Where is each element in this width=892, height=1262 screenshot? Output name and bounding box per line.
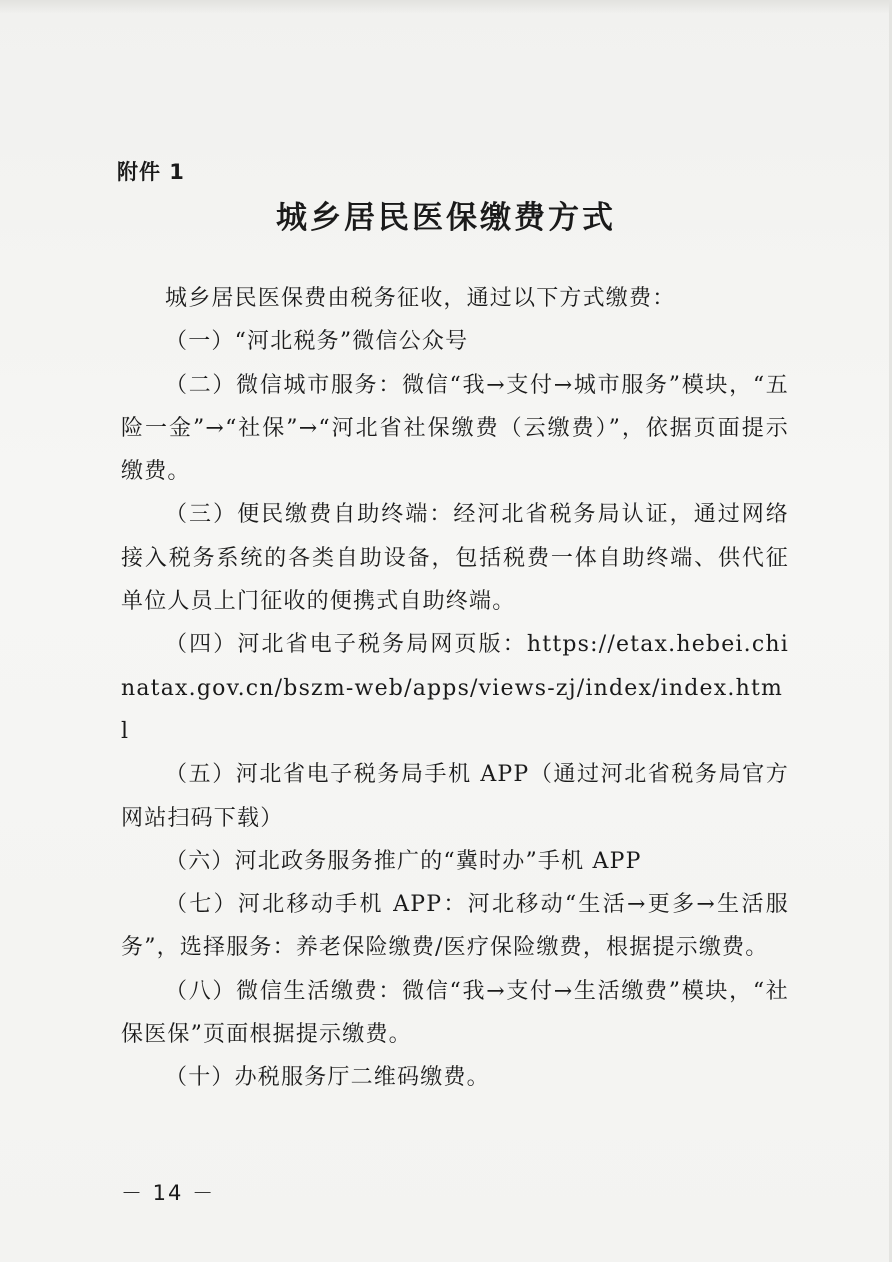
method-item-5: （五）河北省电子税务局手机 APP（通过河北省税务局官方网站扫码下载） [121,762,789,831]
method-item-1: （一）“河北税务”微信公众号 [165,329,469,355]
document-title: 城乡居民医保缴费方式 [276,200,616,236]
method-item-6: （六）河北政务服务推广的“冀时办”手机 APP [165,848,642,874]
method-item-4: （四）河北省电子税务局网页版：https://etax.hebei.chinatax.gov.cn/bszm-web/apps/views-zj/index/index.html [121,632,789,744]
page-number: － 14 － [121,1181,216,1205]
method-item-10: （十）办税服务厅二维码缴费。 [165,1065,490,1091]
method-item-3: （三）便民缴费自助终端：经河北省税务局认证，通过网络接入税务系统的各类自助设备，包括税费一体自助终端、供代征单位人员上门征收的便携式自助终端。 [121,502,789,615]
method-item-7: （七）河北移动手机 APP：河北移动“生活→更多→生活服务”，选择服务：养老保险缴费/医疗保险缴费，根据提示缴费。 [121,892,789,961]
annex-label: 附件 1 [117,160,185,184]
scan-shadow-top [0,0,892,14]
document-body [121,277,789,1100]
method-item-2: （二）微信城市服务：微信“我→支付→城市服务”模块，“五险一金”→“社保”→“河北省社保缴费（云缴费）”，依据页面提示缴费。 [121,372,789,485]
intro-paragraph: 城乡居民医保费由税务征收，通过以下方式缴费： [165,286,676,311]
method-item-8: （八）微信生活缴费：微信“我→支付→生活缴费”模块，“社保医保”页面根据提示缴费。 [121,978,789,1048]
